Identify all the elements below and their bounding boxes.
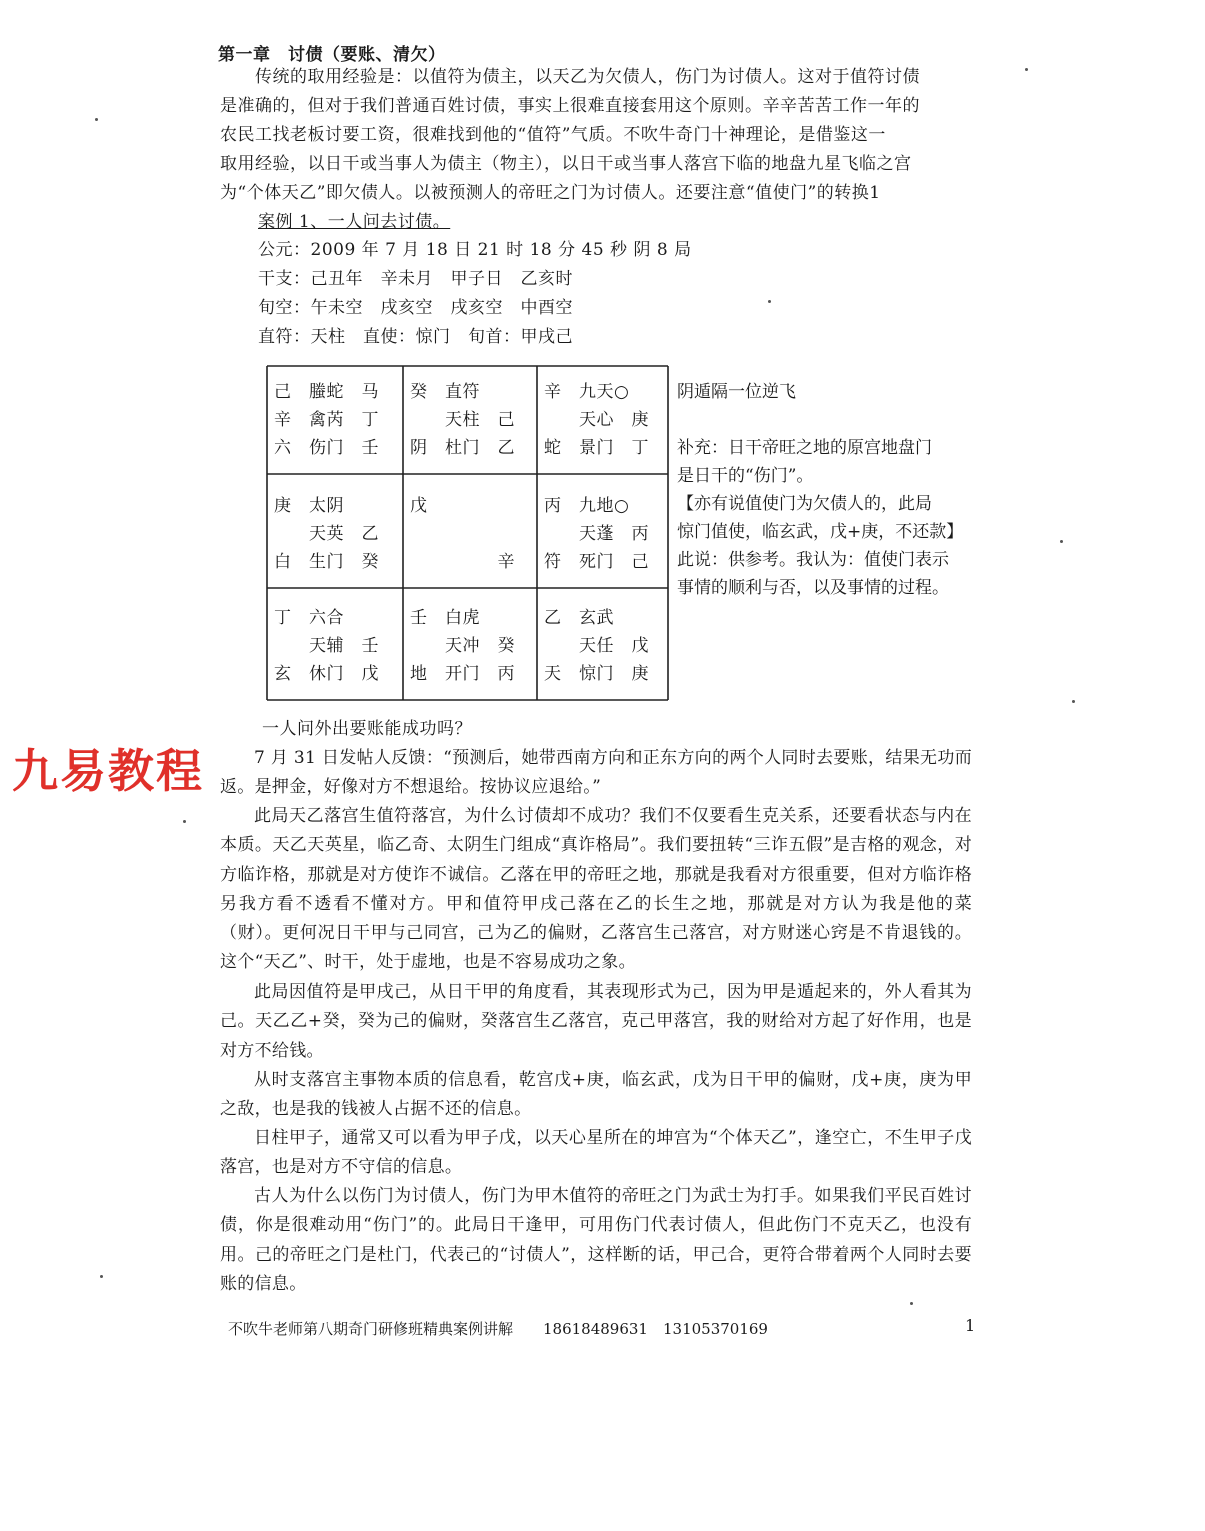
scan-speck — [768, 300, 771, 303]
palace-cell — [274, 492, 379, 576]
palace-line: 符 死门 己 — [544, 552, 649, 572]
palace-cell — [274, 378, 379, 462]
palace-line: 蛇 景门 丁 — [544, 438, 649, 458]
palace-line: 地 开门 丙 — [410, 664, 515, 684]
palace-line: 白 生门 癸 — [274, 552, 379, 572]
palace-line: 天蓬 丙 — [544, 524, 649, 544]
palace-line: 戊 — [410, 496, 515, 516]
intro-line: 为“个体天乙”即欠债人。以被预测人的帝旺之门为讨债人。还要注意“值使门”的转换1 — [220, 183, 881, 203]
case-info-line: 旬空：午未空 戌亥空 戌亥空 中酉空 — [258, 298, 573, 318]
body-paragraph: 日柱甲子，通常又可以看为甲子戊，以天心星所在的坤宫为“个体天乙”，逢空亡，不生甲子戊落宫，也是对方不守信的信息。 — [220, 1128, 972, 1178]
side-note: 此说：供参考。我认为：值使门表示 — [677, 550, 949, 570]
case-info-line: 干支：己丑年 辛未月 甲子日 乙亥时 — [258, 269, 573, 289]
palace-line: 庚 太阴 — [274, 496, 379, 516]
palace-line: 辛 九天○ — [544, 382, 647, 402]
scan-speck — [100, 1275, 103, 1278]
body-paragraph: 7 月 31 日发帖人反馈：“预测后，她带西南方向和正东方向的两个人同时去要账，结果无功而返。是押金，好像对方不想退给。按协议应退给。” — [220, 748, 972, 798]
side-note: 【亦有说值使门为欠债人的，此局 — [677, 494, 932, 514]
intro-line: 传统的取用经验是：以值符为债主，以天乙为欠债人，伤门为讨债人。这对于值符讨债 — [220, 67, 920, 87]
scan-speck — [1025, 68, 1028, 71]
palace-line: 天冲 癸 — [410, 636, 515, 656]
page-number: 1 — [965, 1316, 976, 1335]
body-paragraph: 此局天乙落宫生值符落宫，为什么讨债却不成功？我们不仅要看生克关系，还要看状态与内在本质。天乙天英星，临乙奇、太阴生门组成“真诈格局”。我们要扭转“三诈五假”是吉格的观念，对方临诈格，那就是对方使诈不诚信。乙落在甲的帝旺之地，那就是我看对方很重要，但对方临诈格另我方看不透看不懂对方。甲和值符甲戌己落在乙的长生之地，那就是对方认为我是他的菜（财）。更何况日干甲与己同宫，己为乙的偏财，乙落宫生己落宫，对方财迷心窍是不肯退钱的。这个“天乙”、时干，处于虚地，也是不容易成功之象。 — [220, 806, 972, 973]
palace-cell — [410, 378, 515, 462]
palace-line: 辛 禽芮 丁 — [274, 410, 379, 430]
palace-line: 丁 六合 — [274, 608, 379, 628]
palace-line: 玄 休门 戊 — [274, 664, 379, 684]
side-note: 是日干的“伤门”。 — [677, 466, 814, 486]
scan-speck — [183, 820, 186, 823]
palace-line: 丙 九地○ — [544, 496, 647, 516]
palace-line: 天 惊门 庚 — [544, 664, 649, 684]
scan-speck — [1072, 700, 1075, 703]
palace-line: 天辅 壬 — [274, 636, 379, 656]
side-note: 阴遁隔一位逆飞 — [677, 382, 796, 402]
page-footer: 不吹牛老师第八期奇门研修班精典案例讲解 18618489631 13105370169 — [228, 1320, 768, 1338]
side-note: 补充：日干帝旺之地的原宫地盘门 — [677, 438, 932, 458]
body-paragraph: 从时支落宫主事物本质的信息看，乾宫戊+庚，临玄武，戊为日干甲的偏财，戊+庚，庚为甲之敌，也是我的钱被人占据不还的信息。 — [220, 1070, 972, 1120]
intro-line: 农民工找老板讨要工资，很难找到他的“值符”气质。不吹牛奇门十神理论，是借鉴这一 — [220, 125, 886, 145]
body-paragraph: 此局因值符是甲戌己，从日干甲的角度看，其表现形式为己，因为甲是遁起来的，外人看其为己。天乙乙+癸，癸为己的偏财，癸落宫生乙落宫，克己甲落宫，我的财给对方起了好作用，也是对方不给钱。 — [220, 982, 972, 1061]
scan-speck — [1060, 540, 1063, 543]
palace-line: 乙 玄武 — [544, 608, 649, 628]
scan-speck — [910, 1302, 913, 1305]
palace-line — [410, 520, 515, 548]
intro-line: 是准确的，但对于我们普通百姓讨债，事实上很难直接套用这个原则。辛辛苦苦工作一年的 — [220, 96, 920, 116]
palace-line: 壬 白虎 — [410, 608, 515, 628]
side-note: 事情的顺利与否，以及事情的过程。 — [677, 578, 949, 598]
question-line: 一人问外出要账能成功吗？ — [262, 719, 472, 739]
case-info-line: 直符：天柱 直使：惊门 旬首：甲戌己 — [258, 327, 573, 347]
watermark-text: 九易教程 — [12, 744, 204, 798]
palace-line: 天柱 己 — [410, 410, 515, 430]
intro-line: 取用经验，以日干或当事人为债主（物主），以日干或当事人落宫下临的地盘九星飞临之宫 — [220, 154, 912, 174]
palace-line: 辛 — [410, 552, 515, 572]
chapter-title: 第一章 讨债（要账、清欠） — [218, 45, 446, 65]
palace-line: 己 螣蛇 马 — [274, 382, 379, 402]
palace-cell — [544, 604, 649, 688]
palace-cell — [410, 604, 515, 688]
palace-cell — [274, 604, 379, 688]
case-info-line: 公元：2009 年 7 月 18 日 21 时 18 分 45 秒 阴 8 局 — [258, 240, 692, 260]
palace-line: 天任 戊 — [544, 636, 649, 656]
palace-line: 癸 直符 — [410, 382, 515, 402]
scan-speck — [95, 118, 98, 121]
palace-cell — [544, 492, 649, 576]
palace-line: 天心 庚 — [544, 410, 649, 430]
body-paragraph: 古人为什么以伤门为讨债人，伤门为甲木值符的帝旺之门为武士为打手。如果我们平民百姓讨债，你是很难动用“伤门”的。此局日干逢甲，可用伤门代表讨债人，但此伤门不克天乙，也没有用。己的帝旺之门是杜门，代表己的“讨债人”，这样断的话，甲己合，更符合带着两个人同时去要账的信息。 — [220, 1186, 972, 1294]
palace-line: 六 伤门 壬 — [274, 438, 379, 458]
palace-cell — [544, 378, 649, 462]
case-title: 案例 1、一人问去讨债。 — [258, 212, 451, 232]
palace-line: 阴 杜门 乙 — [410, 438, 515, 458]
palace-cell — [410, 492, 515, 576]
qimen-chart — [262, 362, 672, 704]
palace-line: 天英 乙 — [274, 524, 379, 544]
side-note: 惊门值使，临玄武，戊+庚，不还款】 — [677, 522, 964, 542]
